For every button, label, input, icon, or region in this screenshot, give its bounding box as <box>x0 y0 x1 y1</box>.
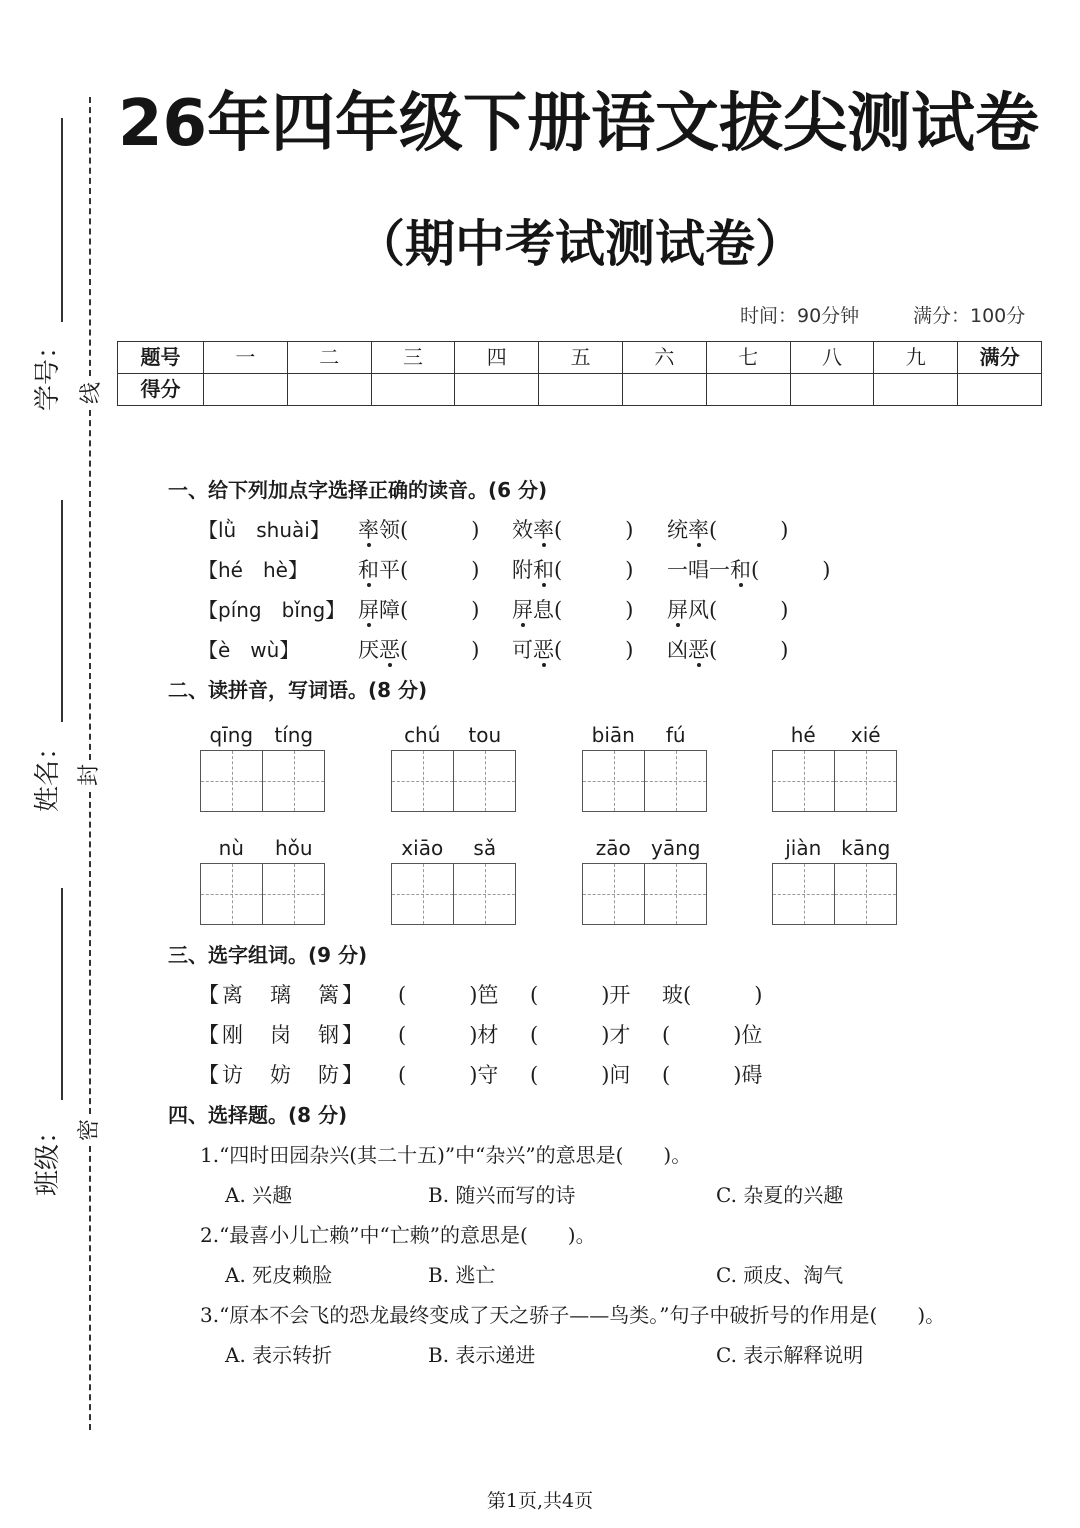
binding-dashed-line <box>89 97 91 376</box>
answer-blank: ( ) <box>554 598 634 622</box>
score-cell <box>371 374 455 406</box>
section-4-heading: 四、选择题。(8 分) <box>168 1103 348 1127</box>
pinyin-row <box>391 834 516 862</box>
pinyin-syllable: xiāo <box>401 836 444 860</box>
reading-row <box>0 516 1080 544</box>
writing-grid-cell <box>773 864 834 924</box>
score-cell <box>622 374 706 406</box>
word-item <box>667 636 788 664</box>
score-column-header: 四 <box>455 342 539 374</box>
pinyin-row <box>772 834 897 862</box>
pinyin-syllable: nù <box>218 836 244 860</box>
pinyin-writing-group <box>200 721 325 812</box>
pinyin-writing-group <box>772 834 897 925</box>
writing-grid-box <box>582 750 707 812</box>
writing-grid-box <box>391 863 516 925</box>
word-tail: 障 <box>379 598 400 622</box>
score-cell <box>874 374 958 406</box>
pinyin-writing-group <box>582 721 707 812</box>
score-column-header: 六 <box>622 342 706 374</box>
writing-grid-cell <box>644 864 706 924</box>
word-choice-row <box>0 1021 1080 1049</box>
score-column-header: 三 <box>371 342 455 374</box>
writing-grid-box <box>200 863 325 925</box>
writing-grid-cell <box>262 864 324 924</box>
fill-in-word: ( )材 <box>398 1023 499 1047</box>
question-text: 2.“最喜小儿亡赖”中“亡赖”的意思是( )。 <box>200 1223 596 1247</box>
answer-blank: ( ) <box>554 518 634 542</box>
answer-blank: ( ) <box>400 638 480 662</box>
candidate-chars: 【刚 岗 钢】 <box>198 1023 366 1047</box>
word-item <box>667 596 788 624</box>
answer-blank: ( ) <box>400 558 480 582</box>
word-item <box>512 596 633 624</box>
pinyin-syllable: hé <box>790 723 816 747</box>
reading-row <box>0 596 1080 624</box>
dotted-char: 和 <box>730 558 751 582</box>
score-cell <box>706 374 790 406</box>
secret-mark: 密 <box>77 1119 102 1142</box>
option-b: B. 逃亡 <box>428 1263 496 1287</box>
word-item <box>358 516 479 544</box>
word-item <box>667 556 830 584</box>
score-cell <box>455 374 539 406</box>
pinyin-writing-group <box>772 721 897 812</box>
pinyin-row <box>391 721 516 749</box>
pinyin-syllable: yāng <box>651 836 701 860</box>
exam-full-score: 满分：100分 <box>913 305 1026 327</box>
option-b: B. 表示递进 <box>428 1343 536 1367</box>
word-choice-row <box>0 1061 1080 1089</box>
pinyin-syllable: xié <box>850 723 881 747</box>
line-mark: 线 <box>79 382 104 405</box>
word-head: 厌 <box>358 638 379 662</box>
dotted-char: 率 <box>358 518 379 542</box>
fill-in-word: ( )问 <box>530 1063 631 1087</box>
word-item <box>358 596 479 624</box>
dotted-char: 屏 <box>512 598 533 622</box>
pinyin-row <box>200 834 325 862</box>
candidate-chars: 【离 璃 篱】 <box>198 983 366 1007</box>
word-item <box>512 516 633 544</box>
question-text: 1.“四时田园杂兴(其二十五)”中“杂兴”的意思是( )。 <box>200 1143 692 1167</box>
score-cell <box>958 374 1042 406</box>
pinyin-syllable: chú <box>404 723 441 747</box>
writing-grid-cell <box>201 751 262 811</box>
section-3-heading: 三、选字组词。(9 分) <box>168 943 368 967</box>
writing-grid-cell <box>834 864 896 924</box>
score-table <box>117 341 1042 406</box>
score-row-label: 得分 <box>118 374 204 406</box>
student-id-write-line <box>61 118 63 322</box>
dotted-char: 恶 <box>533 638 554 662</box>
section-1-heading: 一、给下列加点字选择正确的读音。(6 分) <box>168 478 548 502</box>
word-tail: 领 <box>379 518 400 542</box>
score-cell <box>539 374 623 406</box>
writing-grid-cell <box>392 751 453 811</box>
pinyin-syllable: kāng <box>841 836 891 860</box>
answer-blank: ( ) <box>709 598 789 622</box>
option-b: B. 随兴而写的诗 <box>428 1183 576 1207</box>
exam-title: 26年四年级下册语文拔尖测试卷 <box>118 87 1040 161</box>
dotted-char: 屏 <box>667 598 688 622</box>
writing-grid-cell <box>583 751 644 811</box>
dotted-char: 恶 <box>379 638 400 662</box>
writing-grid-cell <box>201 864 262 924</box>
word-head: 凶 <box>667 638 688 662</box>
seal-mark: 封 <box>77 764 102 787</box>
word-item <box>358 636 479 664</box>
score-table-header-row <box>118 342 1042 374</box>
student-id-label: 学号： <box>33 333 63 412</box>
pinyin-writing-group <box>391 834 516 925</box>
pinyin-writing-group <box>200 834 325 925</box>
dotted-char: 恶 <box>688 638 709 662</box>
score-cell <box>204 374 288 406</box>
pinyin-choices: 【hé hè】 <box>198 558 308 582</box>
writing-grid-cell <box>453 751 515 811</box>
word-tail: 平 <box>379 558 400 582</box>
writing-grid-box <box>582 863 707 925</box>
score-column-header: 一 <box>204 342 288 374</box>
question-stem <box>0 1221 1080 1249</box>
writing-grid-box <box>200 750 325 812</box>
pinyin-row <box>582 721 707 749</box>
score-column-header: 九 <box>874 342 958 374</box>
word-item <box>512 636 633 664</box>
word-tail: 息 <box>533 598 554 622</box>
word-head: 可 <box>512 638 533 662</box>
option-a: A. 兴趣 <box>225 1183 293 1207</box>
writing-grid-cell <box>834 751 896 811</box>
score-table-score-row <box>118 374 1042 406</box>
option-a: A. 死皮赖脸 <box>225 1263 333 1287</box>
class-label: 班级： <box>33 1118 63 1197</box>
name-label: 姓名： <box>33 734 63 813</box>
writing-grid-cell <box>262 751 324 811</box>
fill-in-word: ( )笆 <box>398 983 499 1007</box>
pinyin-syllable: tou <box>468 723 502 747</box>
pinyin-syllable: biān <box>591 723 635 747</box>
pinyin-syllable: fú <box>665 723 686 747</box>
question-number-label: 题号 <box>118 342 204 374</box>
writing-grid-cell <box>644 751 706 811</box>
score-column-header: 八 <box>790 342 874 374</box>
fill-in-word: ( )位 <box>662 1023 763 1047</box>
pinyin-choices: 【píng bǐng】 <box>198 598 346 622</box>
pinyin-choices: 【lǜ shuài】 <box>198 518 330 542</box>
word-item <box>667 516 788 544</box>
fill-in-word: ( )开 <box>530 983 631 1007</box>
total-score-header: 满分 <box>958 342 1042 374</box>
word-item <box>512 556 633 584</box>
page-number: 第1页,共4页 <box>486 1490 594 1512</box>
word-head: 一唱一 <box>667 558 730 582</box>
section-2-heading: 二、读拼音，写词语。(8 分) <box>168 678 428 702</box>
pinyin-row <box>200 721 325 749</box>
pinyin-row <box>582 834 707 862</box>
writing-grid-box <box>391 750 516 812</box>
option-c: C. 顽皮、淘气 <box>716 1263 844 1287</box>
word-head: 效 <box>512 518 533 542</box>
word-head: 统 <box>667 518 688 542</box>
fill-in-word: 玻( ) <box>662 983 763 1007</box>
writing-grid-box <box>772 750 897 812</box>
question-options <box>0 1261 1080 1289</box>
score-column-header: 五 <box>539 342 623 374</box>
candidate-chars: 【访 妨 防】 <box>198 1063 366 1087</box>
pinyin-writing-group <box>582 834 707 925</box>
word-tail: 风 <box>688 598 709 622</box>
pinyin-writing-group <box>391 721 516 812</box>
answer-blank: ( ) <box>554 638 634 662</box>
pinyin-syllable: sǎ <box>473 836 497 860</box>
option-a: A. 表示转折 <box>225 1343 333 1367</box>
question-text: 3.“原本不会飞的恐龙最终变成了天之骄子——鸟类。”句子中破折号的作用是( )。 <box>200 1303 946 1327</box>
writing-grid-cell <box>453 864 515 924</box>
writing-grid-cell <box>583 864 644 924</box>
pinyin-syllable: zāo <box>595 836 631 860</box>
question-options <box>0 1181 1080 1209</box>
pinyin-row <box>772 721 897 749</box>
question-stem <box>0 1141 1080 1169</box>
score-column-header: 七 <box>706 342 790 374</box>
word-head: 附 <box>512 558 533 582</box>
pinyin-syllable: qīng <box>209 723 254 747</box>
question-options <box>0 1341 1080 1369</box>
option-c: C. 表示解释说明 <box>716 1343 864 1367</box>
fill-in-word: ( )守 <box>398 1063 499 1087</box>
word-item <box>358 556 479 584</box>
word-choice-row <box>0 981 1080 1009</box>
dotted-char: 和 <box>533 558 554 582</box>
answer-blank: ( ) <box>709 518 789 542</box>
option-c: C. 杂夏的兴趣 <box>716 1183 844 1207</box>
answer-blank: ( ) <box>709 638 789 662</box>
score-cell <box>790 374 874 406</box>
writing-grid-box <box>772 863 897 925</box>
dotted-char: 和 <box>358 558 379 582</box>
question-stem <box>0 1301 1080 1329</box>
dotted-char: 率 <box>533 518 554 542</box>
dotted-char: 率 <box>688 518 709 542</box>
fill-in-word: ( )才 <box>530 1023 631 1047</box>
binding-dashed-line <box>89 410 91 760</box>
dotted-char: 屏 <box>358 598 379 622</box>
exam-time: 时间：90分钟 <box>740 305 860 327</box>
exam-subtitle: （期中考试测试卷） <box>355 215 805 273</box>
score-cell <box>287 374 371 406</box>
fill-in-word: ( )碍 <box>662 1063 763 1087</box>
pinyin-syllable: tíng <box>274 723 314 747</box>
pinyin-syllable: hǒu <box>274 836 313 860</box>
score-column-header: 二 <box>287 342 371 374</box>
answer-blank: ( ) <box>400 518 480 542</box>
writing-grid-cell <box>773 751 834 811</box>
reading-row <box>0 556 1080 584</box>
pinyin-syllable: jiàn <box>785 836 822 860</box>
writing-grid-cell <box>392 864 453 924</box>
answer-blank: ( ) <box>554 558 634 582</box>
answer-blank: ( ) <box>400 598 480 622</box>
reading-row <box>0 636 1080 664</box>
pinyin-choices: 【è wù】 <box>198 638 300 662</box>
answer-blank: ( ) <box>751 558 831 582</box>
